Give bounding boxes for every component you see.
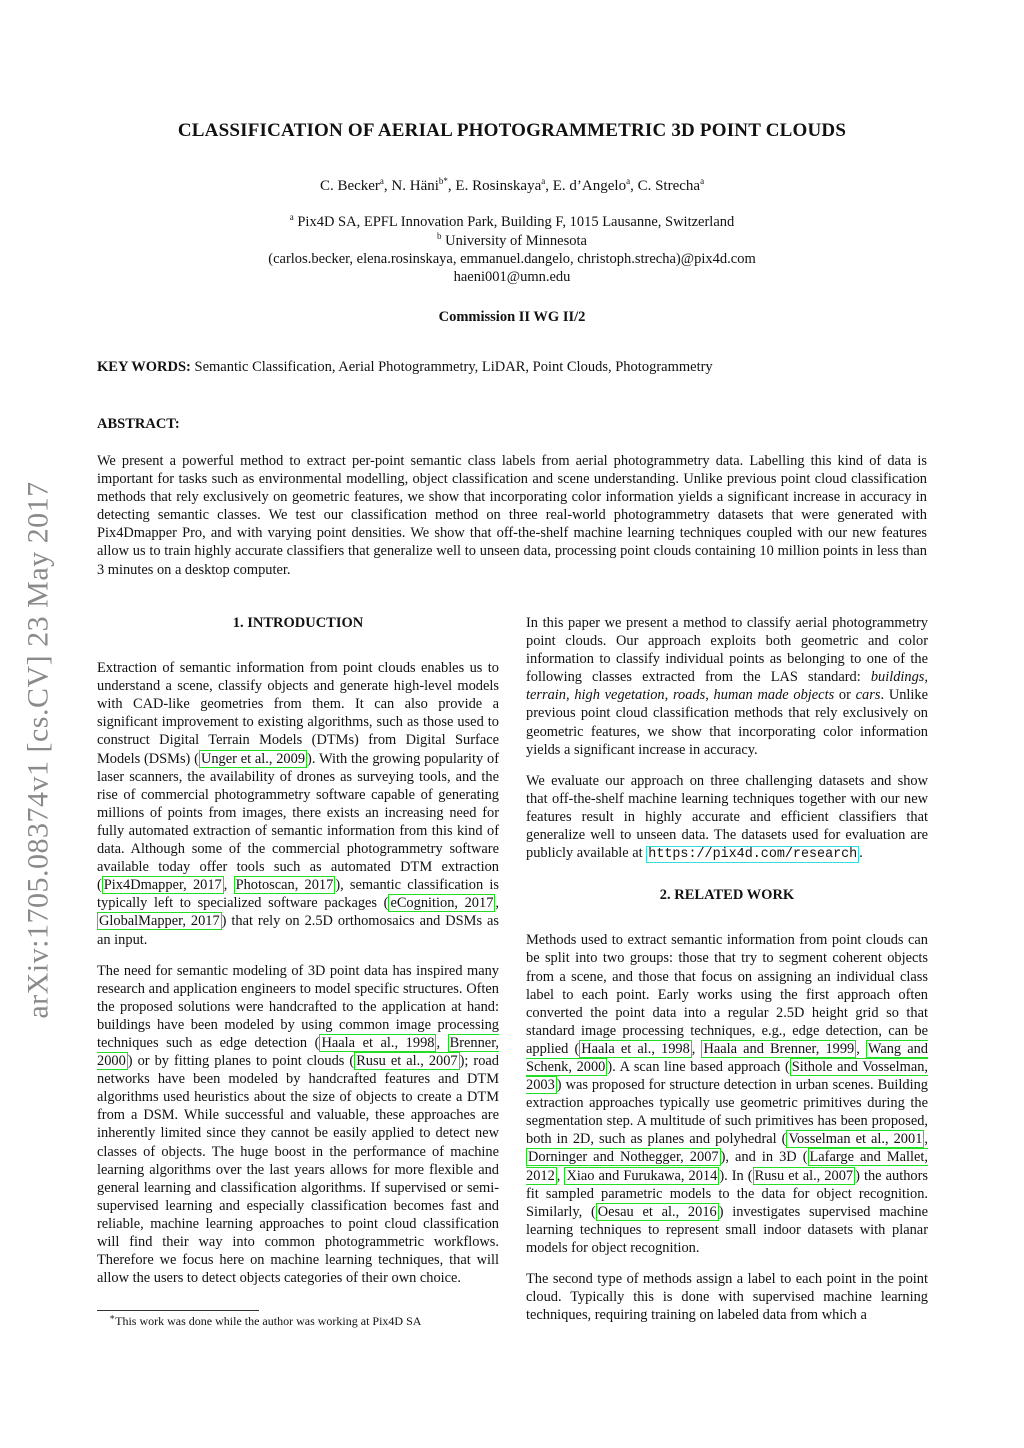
intro-paragraph-3 xyxy=(526,614,928,759)
citation-link[interactable]: Sithole and Vosselman, 2003 xyxy=(526,1058,928,1094)
related-paragraph-1 xyxy=(526,931,928,1257)
arxiv-stamp xyxy=(16,430,62,1070)
abstract-text: We present a powerful method to extract per-point semantic class labels from aerial photogrammetry data. Labelling this kind of data is important for tasks such as environmental modelling, object classification and scene understanding. Unlike previous point cloud classification methods that rely exclusively on geometric features, we show that incorporating color information yields a significant increase in accuracy in detecting semantic classes. We test our classification method on three real-world photogrammetry datasets that were generated with Pix4Dmapper Pro, and with varying point densities. We show that off-the-shelf machine learning techniques coupled with our new features allow us to train highly accurate classifiers that generalize well to unseen data, processing point clouds containing 10 million points in less than 3 minutes on a desktop computer. xyxy=(97,453,927,578)
author: C. Becker xyxy=(319,178,380,194)
research-url-link[interactable]: https://pix4d.com/research xyxy=(648,847,858,863)
citation-link[interactable]: Dorninger and Nothegger, 2007 xyxy=(528,1149,719,1166)
text-run: , xyxy=(436,1034,448,1051)
author: N. Häni xyxy=(391,178,439,194)
affiliation-a xyxy=(97,214,927,231)
text-run: ); road networks have been modeled by handcrafted features and DTM algorithms used heuristics about the size of objects to create a DTM from a DSM. While successful and valuable, these approaches are inherently limited since they cannot be easily applied to detect new classes of objects. The huge boost in the performance of machine learning algorithms over the last years allows for more flexible and general learning and classification algorithms. If supervised or semi-supervised learning and especially classification becomes fast and reliable, machine learning approaches to point cloud classification will find their way into common photogrammetric workflows. Therefore we focus here on machine learning techniques, that will allow the users to detect objects categories of their own choice. xyxy=(97,1053,499,1287)
author-separator: , xyxy=(383,178,392,194)
text-run: ). With the growing popularity of laser scanners, the availability of drones as surveying tools, and the rise of commercial photogrammetry software capable of generating millions of points from images, there exists an increasing need for fully automated extraction of semantic information from this kind of data. Although some of the commercial photogrammetry software available today offer tools such as automated DTM extraction ( xyxy=(97,750,499,894)
citation-link[interactable]: Xiao and Furukawa, 2014 xyxy=(566,1167,718,1184)
text-run: ) investigates supervised machine learning techniques to represent small indoor datasets with planar models for object recognition. xyxy=(526,1203,928,1256)
intro-paragraph-1 xyxy=(97,659,499,949)
commission: Commission II WG II/2 xyxy=(438,309,586,325)
affiliation-mark: a xyxy=(289,212,294,223)
text-run: , xyxy=(856,1040,866,1057)
text-run: ). A scan line based approach ( xyxy=(607,1058,790,1075)
text-run: . xyxy=(859,845,863,862)
author: C. Strecha xyxy=(637,178,701,194)
section-heading-introduction: 1. INTRODUCTION xyxy=(232,615,364,631)
author-separator: , xyxy=(447,178,456,194)
text-run: We evaluate our approach on three challenging datasets and show that off-the-shelf machine learning techniques together with our new features result in highly accurate and efficient classifiers that generalize well to unseen data. The datasets used for evaluation are publicly available at xyxy=(526,772,928,862)
email-umn: haeni001@umn.edu xyxy=(453,269,571,285)
italic-class-cars: cars xyxy=(855,687,881,704)
footnote xyxy=(109,1314,421,1329)
citation-link[interactable]: Pix4Dmapper, 2017 xyxy=(103,877,222,894)
italic-class-list: buildings, terrain, high vegetation, roads, human made objects xyxy=(526,669,928,704)
footnote-text: This work was done while the author was working at Pix4D SA xyxy=(115,1314,422,1328)
citation-link[interactable]: eCognition, 2017 xyxy=(390,895,494,912)
text-run: or xyxy=(834,687,856,704)
affiliation-text: Pix4D SA, EPFL Innovation Park, Building F, 1015 Lausanne, Switzerland xyxy=(297,214,735,230)
citation-link[interactable]: Oesau et al., 2016 xyxy=(597,1203,717,1220)
text-run: . Unlike previous point cloud classification methods that rely exclusively on geometric features, we show that incorporating color information yields a significant increase in accuracy. xyxy=(526,687,928,758)
text-run: Extraction of semantic information from point clouds enables us to understand a scene, classify objects and generate high-level models with CAD-like geometries from them. It can also provide a significant improvement to existing algorithms, such as those used to construct Digital Terrain Models (DTMs) from Digital Surface Models (DSMs) ( xyxy=(97,660,499,767)
citation-link[interactable]: Haala and Brenner, 1999 xyxy=(703,1040,855,1057)
citation-link[interactable]: Wang and Schenk, 2000 xyxy=(526,1040,928,1075)
author-separator: , xyxy=(630,178,638,194)
text-run: ) the authors fit sampled parametric models to the data for object recognition. Similarly, ( xyxy=(526,1167,928,1220)
affiliation-text: University of Minnesota xyxy=(445,233,587,249)
text-run: , xyxy=(223,877,234,894)
right-column xyxy=(526,614,928,1337)
related-paragraph-2: The second type of methods assign a label to each point in the point cloud. Typically this is done with supervised machine learning techniques, requiring training on labeled data from which a xyxy=(526,1271,928,1324)
footnote-rule xyxy=(97,1310,259,1311)
left-column xyxy=(97,614,499,1300)
author-affiliation-mark: a xyxy=(541,176,546,186)
text-run: ) that rely on 2.5D orthomosaics and DSMs as an input. xyxy=(97,913,500,948)
abstract-heading: ABSTRACT: xyxy=(97,416,180,432)
intro-paragraph-2 xyxy=(97,962,499,1288)
author-affiliation-mark: b* xyxy=(438,176,448,186)
citation-link[interactable]: Rusu et al., 2007 xyxy=(754,1167,854,1184)
text-run: ). In ( xyxy=(719,1167,753,1184)
text-run: , xyxy=(924,1131,928,1148)
affiliation-b xyxy=(97,233,927,250)
citation-link[interactable]: Lafarge and Mallet, 2012 xyxy=(526,1149,928,1184)
text-run: , xyxy=(495,895,500,912)
citation-link[interactable]: Brenner, 2000 xyxy=(97,1034,500,1070)
keywords xyxy=(97,359,927,376)
author-list xyxy=(97,178,927,195)
author-affiliation-mark: a xyxy=(626,176,631,186)
citation-link[interactable]: Unger et al., 2009 xyxy=(200,750,306,767)
paper-title: CLASSIFICATION OF AERIAL PHOTOGRAMMETRIC 3D POINT CLOUDS xyxy=(177,120,847,141)
text-run: Methods used to extract semantic information from point clouds can be split into two groups: those that try to segment coherent objects from a scene, and those that focus on assigning an individual class label to each point. Early works using the first approach often converted the point data into a regular 2.5D height grid so that standard image processing techniques, e.g., edge detection, can be applied ( xyxy=(526,932,928,1057)
text-run: ), and in 3D ( xyxy=(720,1149,808,1166)
text-run: In this paper we present a method to classify aerial photogrammetry point clouds. Our approach exploits both geometric and color information to classify individual points as belonging to one of the following classes extracted from the LAS standard: xyxy=(526,615,928,686)
keywords-text: Semantic Classification, Aerial Photogrammetry, LiDAR, Point Clouds, Photogrammetry xyxy=(190,359,713,375)
intro-paragraph-4 xyxy=(526,772,928,864)
citation-link[interactable]: Photoscan, 2017 xyxy=(235,877,334,894)
arxiv-id: arXiv:1705.08374v1 [cs.CV] 23 May 2017 xyxy=(22,481,55,1019)
text-run: The need for semantic modeling of 3D point data has inspired many research and application engineers to model specific structures. Often the proposed solutions were handcrafted to the application at hand: buildings have been modeled by using common image processing techniques such as edge detection ( xyxy=(97,962,499,1051)
section-heading-related-work: 2. RELATED WORK xyxy=(659,887,795,904)
author: E. d’Angelo xyxy=(552,178,627,194)
citation-link[interactable]: Vosselman et al., 2001 xyxy=(788,1131,923,1148)
email-pix4d: (carlos.becker, elena.rosinskaya, emmanuel.dangelo, christoph.strecha)@pix4d.com xyxy=(268,251,756,267)
text-run: ) or by fitting planes to point clouds ( xyxy=(127,1053,355,1070)
citation-link[interactable]: Haala et al., 1998 xyxy=(581,1040,690,1057)
footnote-mark: ∗ xyxy=(109,1312,116,1322)
author: E. Rosinskaya xyxy=(455,178,542,194)
citation-link[interactable]: Rusu et al., 2007 xyxy=(356,1053,458,1070)
author-affiliation-mark: a xyxy=(379,176,384,186)
text-run: , xyxy=(556,1167,565,1184)
text-run: ) was proposed for structure detection in urban scenes. Building extraction approaches typically use geometric primitives during the segmentation step. A multitude of such primitives has been proposed, both in 2D, such as planes and polyhedral ( xyxy=(526,1077,928,1148)
text-run: ), semantic classification is typically left to specialized software packages ( xyxy=(97,877,499,912)
citation-link[interactable]: GlobalMapper, 2017 xyxy=(99,913,220,930)
text-run: , xyxy=(691,1040,702,1057)
citation-link[interactable]: Haala et al., 1998 xyxy=(321,1034,435,1051)
author-separator: , xyxy=(545,178,553,194)
affiliation-mark: b xyxy=(437,231,442,242)
author-affiliation-mark: a xyxy=(700,176,705,186)
keywords-label: KEY WORDS: xyxy=(97,359,191,375)
